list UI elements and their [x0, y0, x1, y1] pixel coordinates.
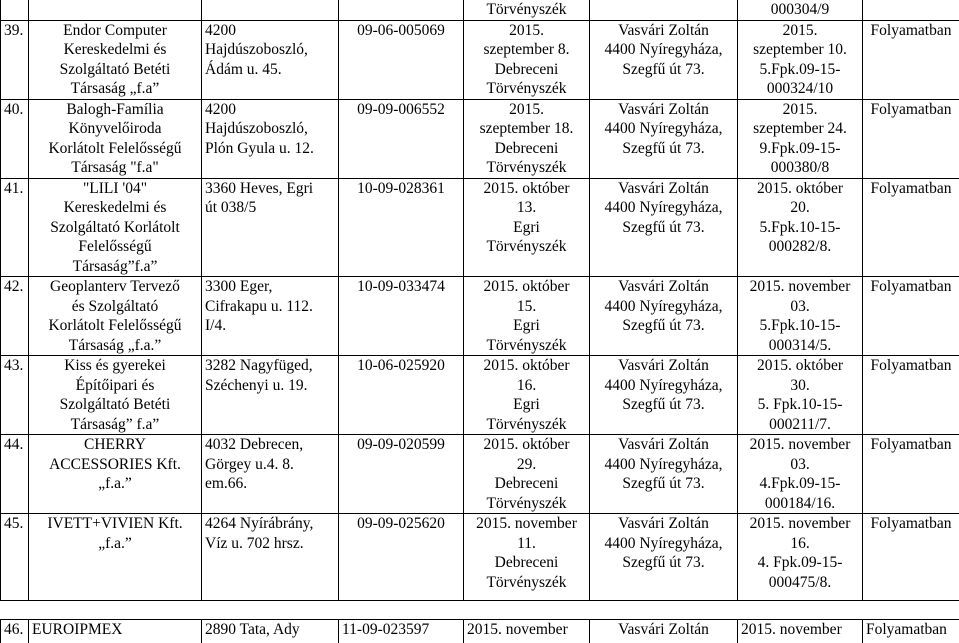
company-name: CHERRY ACCESSORIES Kft. „f.a.” — [29, 435, 202, 514]
table-row — [1, 20, 959, 99]
ruling-reference: 2015. november 16. 4. Fpk.09-15- 000475/8. — [738, 514, 863, 601]
decision-fragment: 000304/9 — [738, 0, 863, 20]
status-badge: Folyamatban — [863, 277, 959, 356]
ruling-reference: 2015. november 03. 4.Fpk.09-15- 000184/16. — [738, 435, 863, 514]
table-row — [1, 178, 959, 277]
table-row — [1, 435, 959, 514]
company-address: 4200 Hajdúszoboszló, Plón Gyula u. 12. — [202, 99, 339, 178]
row-number: 41. — [1, 178, 29, 277]
status-badge: Folyamatban — [863, 435, 959, 514]
proceeding-date: 2015. szeptember 8. Debreceni Törvényszék — [464, 20, 590, 99]
row-number: 40. — [1, 99, 29, 178]
registration-number: 09-09-020599 — [339, 435, 464, 514]
company-address: 3282 Nagyfüged, Széchenyi u. 19. — [202, 356, 339, 435]
ruling-reference: 2015. szeptember 10. 5.Fpk.09-15- 000324/10 — [738, 20, 863, 99]
company-name: Balogh-Família Könyvelőiroda Korlátolt Felelősségű Társaság "f.a" — [29, 99, 202, 178]
registration-number: 09-09-006552 — [339, 99, 464, 178]
registration-number: 09-06-005069 — [339, 20, 464, 99]
table-row-spacer — [1, 601, 959, 620]
company-address: 4200 Hajdúszoboszló, Ádám u. 45. — [202, 20, 339, 99]
liquidator: Vasvári Zoltán 4400 Nyíregyháza, Szegfű út 73. — [590, 514, 738, 601]
proceeding-date: 2015. október 13. Egri Törvényszék — [464, 178, 590, 277]
company-name: "LILI '04" Kereskedelmi és Szolgáltató Korlátolt Felelősségű Társaság”f.a” — [29, 178, 202, 277]
proceeding-date: 2015. szeptember 18. Debreceni Törvényszék — [464, 99, 590, 178]
company-address: 4264 Nyírábrány, Víz u. 702 hrsz. — [202, 514, 339, 601]
liquidator: Vasvári Zoltán 4400 Nyíregyháza, Szegfű út 73. — [590, 178, 738, 277]
row-number: 45. — [1, 514, 29, 601]
ruling-reference: 2015. november 03. 5.Fpk.10-15- 000314/5. — [738, 277, 863, 356]
proceeding-date: 2015. október 15. Egri Törvényszék — [464, 277, 590, 356]
status-badge: Folyamatban — [863, 514, 959, 601]
table-row — [1, 514, 959, 601]
table-row-partial — [1, 0, 959, 20]
proceeding-date: 2015. november — [464, 620, 590, 643]
status-badge: Folyamatban — [863, 620, 959, 643]
liquidator: Vasvári Zoltán 4400 Nyíregyháza, Szegfű út 73. — [590, 20, 738, 99]
row-number: 39. — [1, 20, 29, 99]
table-row — [1, 277, 959, 356]
ruling-reference: 2015. október 30. 5. Fpk.10-15- 000211/7. — [738, 356, 863, 435]
proceeding-date: 2015. október 16. Egri Törvényszék — [464, 356, 590, 435]
row-number: 46. — [1, 620, 29, 643]
registration-number: 11-09-023597 — [339, 620, 464, 643]
company-name: Kiss és gyerekei Építőipari és Szolgáltató Betéti Társaság” f.a” — [29, 356, 202, 435]
company-name: Geoplanterv Tervező és Szolgáltató Korlátolt Felelősségű Társaság „f.a.” — [29, 277, 202, 356]
row-number: 42. — [1, 277, 29, 356]
company-address: 3360 Heves, Egri út 038/5 — [202, 178, 339, 277]
company-address: 4032 Debrecen, Görgey u.4. 8. em.66. — [202, 435, 339, 514]
status-badge: Folyamatban — [863, 20, 959, 99]
liquidator: Vasvári Zoltán 4400 Nyíregyháza, Szegfű út 73. — [590, 277, 738, 356]
liquidator: Vasvári Zoltán 4400 Nyíregyháza, Szegfű út 73. — [590, 99, 738, 178]
company-name: IVETT+VIVIEN Kft. „f.a.” — [29, 514, 202, 601]
liquidator: Vasvári Zoltán — [590, 620, 738, 643]
proceeding-date: 2015. október 29. Debreceni Törvényszék — [464, 435, 590, 514]
row-number: 44. — [1, 435, 29, 514]
status-badge: Folyamatban — [863, 178, 959, 277]
company-name: EUROIPMEX — [29, 620, 202, 643]
status-badge: Folyamatban — [863, 356, 959, 435]
registration-number: 10-09-033474 — [339, 277, 464, 356]
registration-number: 10-09-028361 — [339, 178, 464, 277]
ruling-reference: 2015. november — [738, 620, 863, 643]
liquidator: Vasvári Zoltán 4400 Nyíregyháza, Szegfű út 73. — [590, 356, 738, 435]
table-row — [1, 620, 959, 643]
registration-number: 10-06-025920 — [339, 356, 464, 435]
company-address: 3300 Eger, Cifrakapu u. 112. I/4. — [202, 277, 339, 356]
registration-number: 09-09-025620 — [339, 514, 464, 601]
company-name: Endor Computer Kereskedelmi és Szolgáltató Betéti Társaság „f.a” — [29, 20, 202, 99]
liquidator: Vasvári Zoltán 4400 Nyíregyháza, Szegfű út 73. — [590, 435, 738, 514]
ruling-reference: 2015. szeptember 24. 9.Fpk.09-15- 000380/8 — [738, 99, 863, 178]
table-row — [1, 356, 959, 435]
status-badge: Folyamatban — [863, 99, 959, 178]
row-number: 43. — [1, 356, 29, 435]
proceeding-date: 2015. november 11. Debreceni Törvényszék — [464, 514, 590, 601]
ruling-reference: 2015. október 20. 5.Fpk.10-15- 000282/8. — [738, 178, 863, 277]
court-fragment: Törvényszék — [464, 0, 590, 20]
table-row — [1, 99, 959, 178]
company-address: 2890 Tata, Ady — [202, 620, 339, 643]
